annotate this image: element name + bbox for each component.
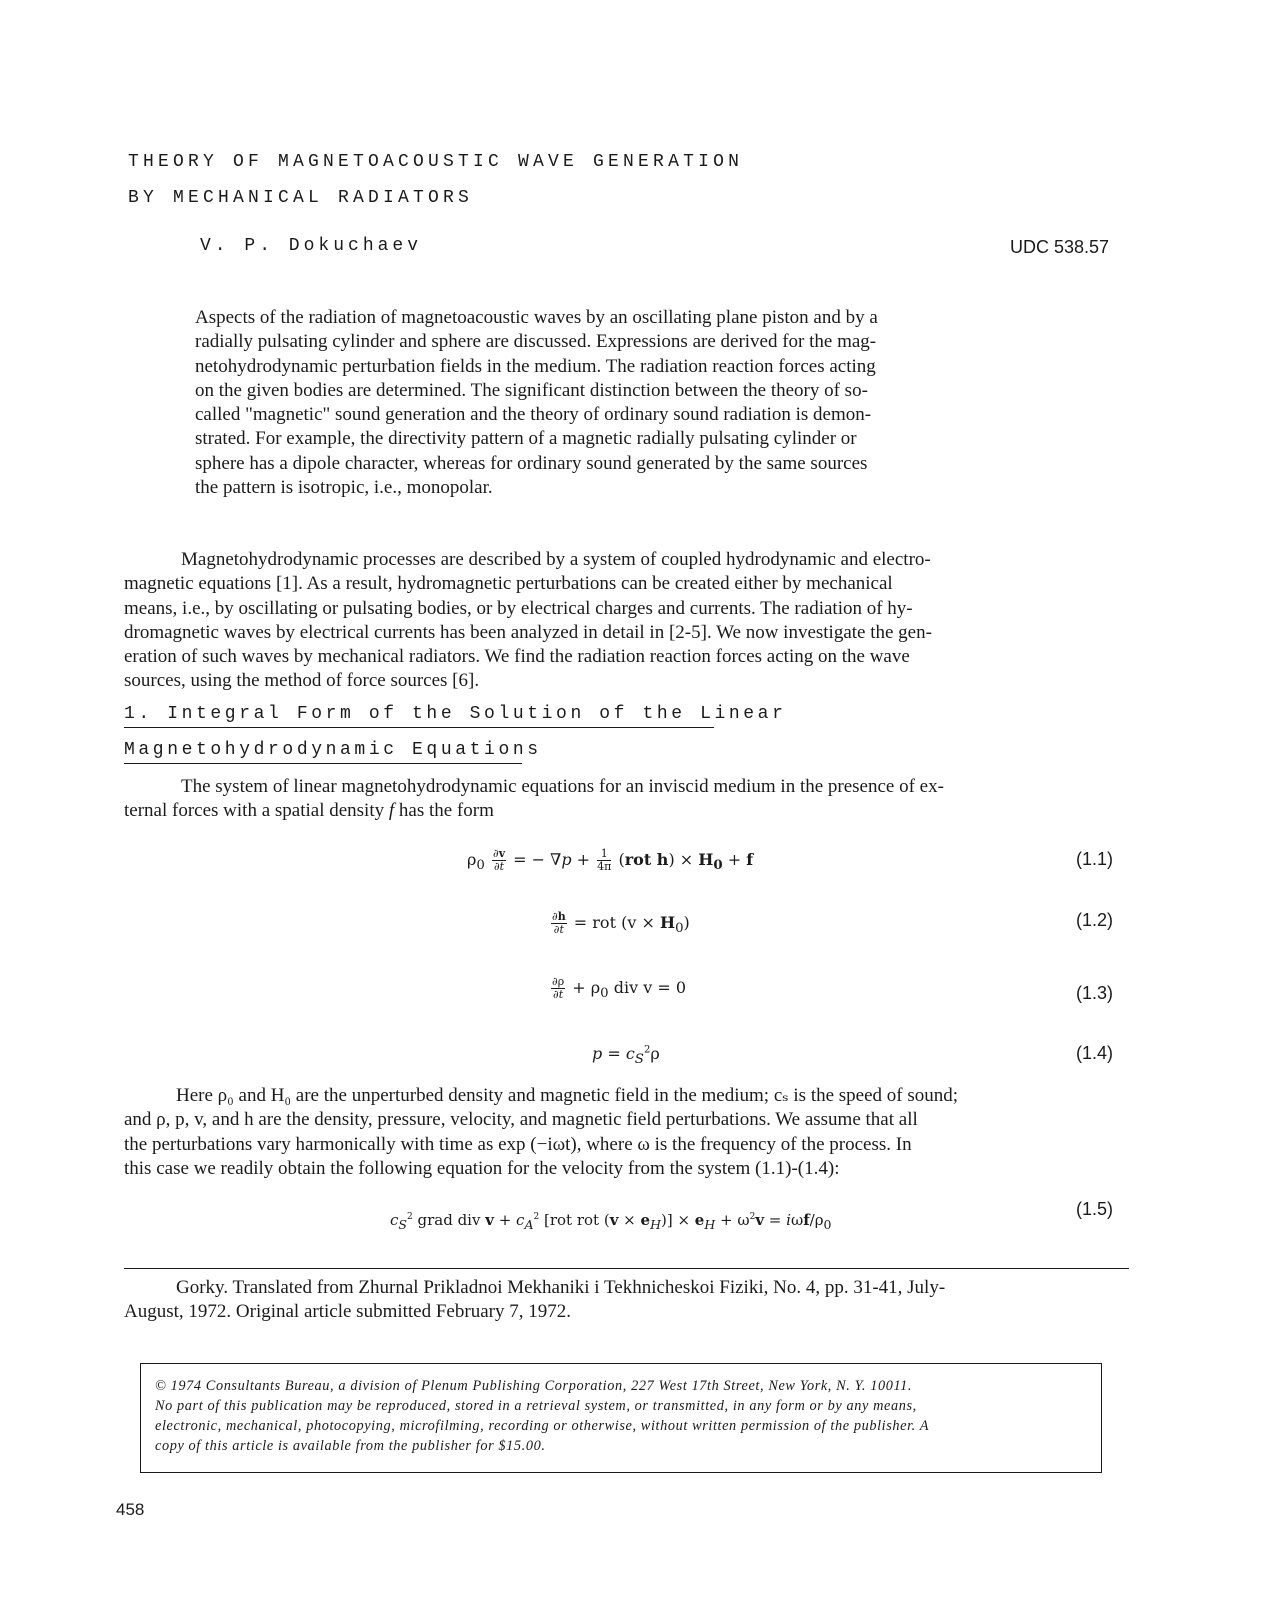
equation-1-3: $\frac{\partial\rho}{\partial t}$ + $\rho_0$ div v = 0 xyxy=(552,975,686,1002)
author: V. P. Dokuchaev xyxy=(200,236,423,256)
intro-line: eration of such waves by mechanical radiators. We find the radiation reaction forces acting on the wave xyxy=(124,646,910,668)
para-line xyxy=(124,799,1124,823)
equation-1-2: $\frac{\partial h}{\partial t}$ = rot $(v \times H_0)$ xyxy=(552,910,690,937)
title-line-2: BY MECHANICAL RADIATORS xyxy=(128,188,474,208)
copyright-line: No part of this publication may be reproduced, stored in a retrieval system, or transmitted, in any form or by any means, xyxy=(155,1398,917,1414)
abstract-line: on the given bodies are determined. The significant distinction between the theory of so- xyxy=(195,379,868,401)
intro-line: dromagnetic waves by electrical currents has been analyzed in detail in [2-5]. We now investigate the gen- xyxy=(124,621,932,643)
abstract-line: Aspects of the radiation of magnetoacoustic waves by an oscillating plane piston and by a xyxy=(195,307,878,328)
footnote xyxy=(124,1276,1129,1325)
para-line: Here ρ₀ and H₀ are the unperturbed density and magnetic field in the medium; cₛ is the speed of sound; xyxy=(176,1085,959,1106)
para-text: ternal forces with a spatial density xyxy=(124,800,389,822)
footnote-line: August, 1972. Original article submitted February 7, 1972. xyxy=(124,1301,571,1323)
footnote-line: Gorky. Translated from Zhurnal Prikladnoi Mekhaniki i Tekhnicheskoi Fiziki, No. 4, pp. 31-41, July- xyxy=(176,1277,946,1298)
equation-1-1: $\rho_0$ $\frac{\partial v}{\partial t}$ = − ∇p + $\frac{1}{4\pi}$ (rot $h) \times H_0 + f$ xyxy=(467,847,754,874)
abstract xyxy=(195,306,1075,500)
udc-code: UDC 538.57 xyxy=(1010,237,1110,257)
equation-1-4: $p = c_S^2\rho$ xyxy=(592,1044,660,1068)
equation-number: (1.5) xyxy=(1076,1199,1114,1219)
equation-number: (1.4) xyxy=(1076,1043,1114,1063)
copyright-line: electronic, mechanical, photocopying, microfilming, recording or otherwise, without written permission of the publisher. A xyxy=(155,1418,930,1434)
section-heading-line-2: Magnetohydrodynamic Equations xyxy=(124,740,542,760)
para-line: and ρ, p, v, and h are the density, pressure, velocity, and magnetic field perturbations. We assume that all xyxy=(124,1109,918,1131)
equation-1-5: $c_S^2$ grad div $v + c_A^2$ [rot rot $(v \times e_H)] \times e_H + \omega^2v = i\omega f/\rho_0$ xyxy=(390,1211,832,1232)
intro-line: means, i.e., by oscillating or pulsating bodies, or by electrical charges and currents. The radiation of hy- xyxy=(124,597,913,619)
abstract-line: radially pulsating cylinder and sphere are discussed. Expressions are derived for the mag- xyxy=(195,331,877,353)
equation-number: (1.2) xyxy=(1076,910,1114,930)
force-symbol: f xyxy=(388,800,395,822)
equations-intro-paragraph xyxy=(124,775,1124,824)
copyright-text xyxy=(155,1376,1090,1456)
velocity-paragraph xyxy=(124,1084,1129,1181)
copyright-line: © 1974 Consultants Bureau, a division of Plenum Publishing Corporation, 227 West 17th Street, New York, N. Y. 10011. xyxy=(155,1378,913,1394)
footnote-rule xyxy=(124,1268,1129,1269)
intro-line: magnetic equations [1]. As a result, hydromagnetic perturbations can be created either by mechanical xyxy=(124,573,893,595)
abstract-line: strated. For example, the directivity pattern of a magnetic radially pulsating cylinder or xyxy=(195,428,857,450)
intro-paragraph xyxy=(124,548,1129,694)
copyright-line: copy of this article is available from the publisher for $15.00. xyxy=(155,1438,546,1454)
abstract-line: netohydrodynamic perturbation fields in the medium. The radiation reaction forces acting xyxy=(195,355,876,377)
copyright-box xyxy=(140,1363,1102,1473)
para-line: The system of linear magnetohydrodynamic equations for an inviscid medium in the presence of ex- xyxy=(181,776,944,797)
para-line: the perturbations vary harmonically with time as exp (−iωt), where ω is the frequency of the process. In xyxy=(124,1133,912,1155)
page-number: 458 xyxy=(116,1500,145,1519)
equation-number: (1.3) xyxy=(1076,983,1114,1003)
section-heading-line-1: 1. Integral Form of the Solution of the Linear xyxy=(124,704,787,724)
abstract-line: called "magnetic" sound generation and the theory of ordinary sound radiation is demon- xyxy=(195,404,872,426)
title-line-1: THEORY OF MAGNETOACOUSTIC WAVE GENERATION xyxy=(128,152,744,172)
abstract-line: the pattern is isotropic, i.e., monopolar. xyxy=(195,477,493,499)
para-text: has the form xyxy=(394,800,494,822)
section-underline xyxy=(124,763,522,764)
abstract-line: sphere has a dipole character, whereas for ordinary sound generated by the same sources xyxy=(195,452,868,474)
para-line: this case we readily obtain the following equation for the velocity from the system (1.1)-(1.4): xyxy=(124,1157,840,1179)
intro-line: Magnetohydrodynamic processes are described by a system of coupled hydrodynamic and electro- xyxy=(181,549,931,570)
section-underline xyxy=(124,727,714,728)
equation-number: (1.1) xyxy=(1076,849,1114,869)
intro-line: sources, using the method of force sources [6]. xyxy=(124,670,480,692)
